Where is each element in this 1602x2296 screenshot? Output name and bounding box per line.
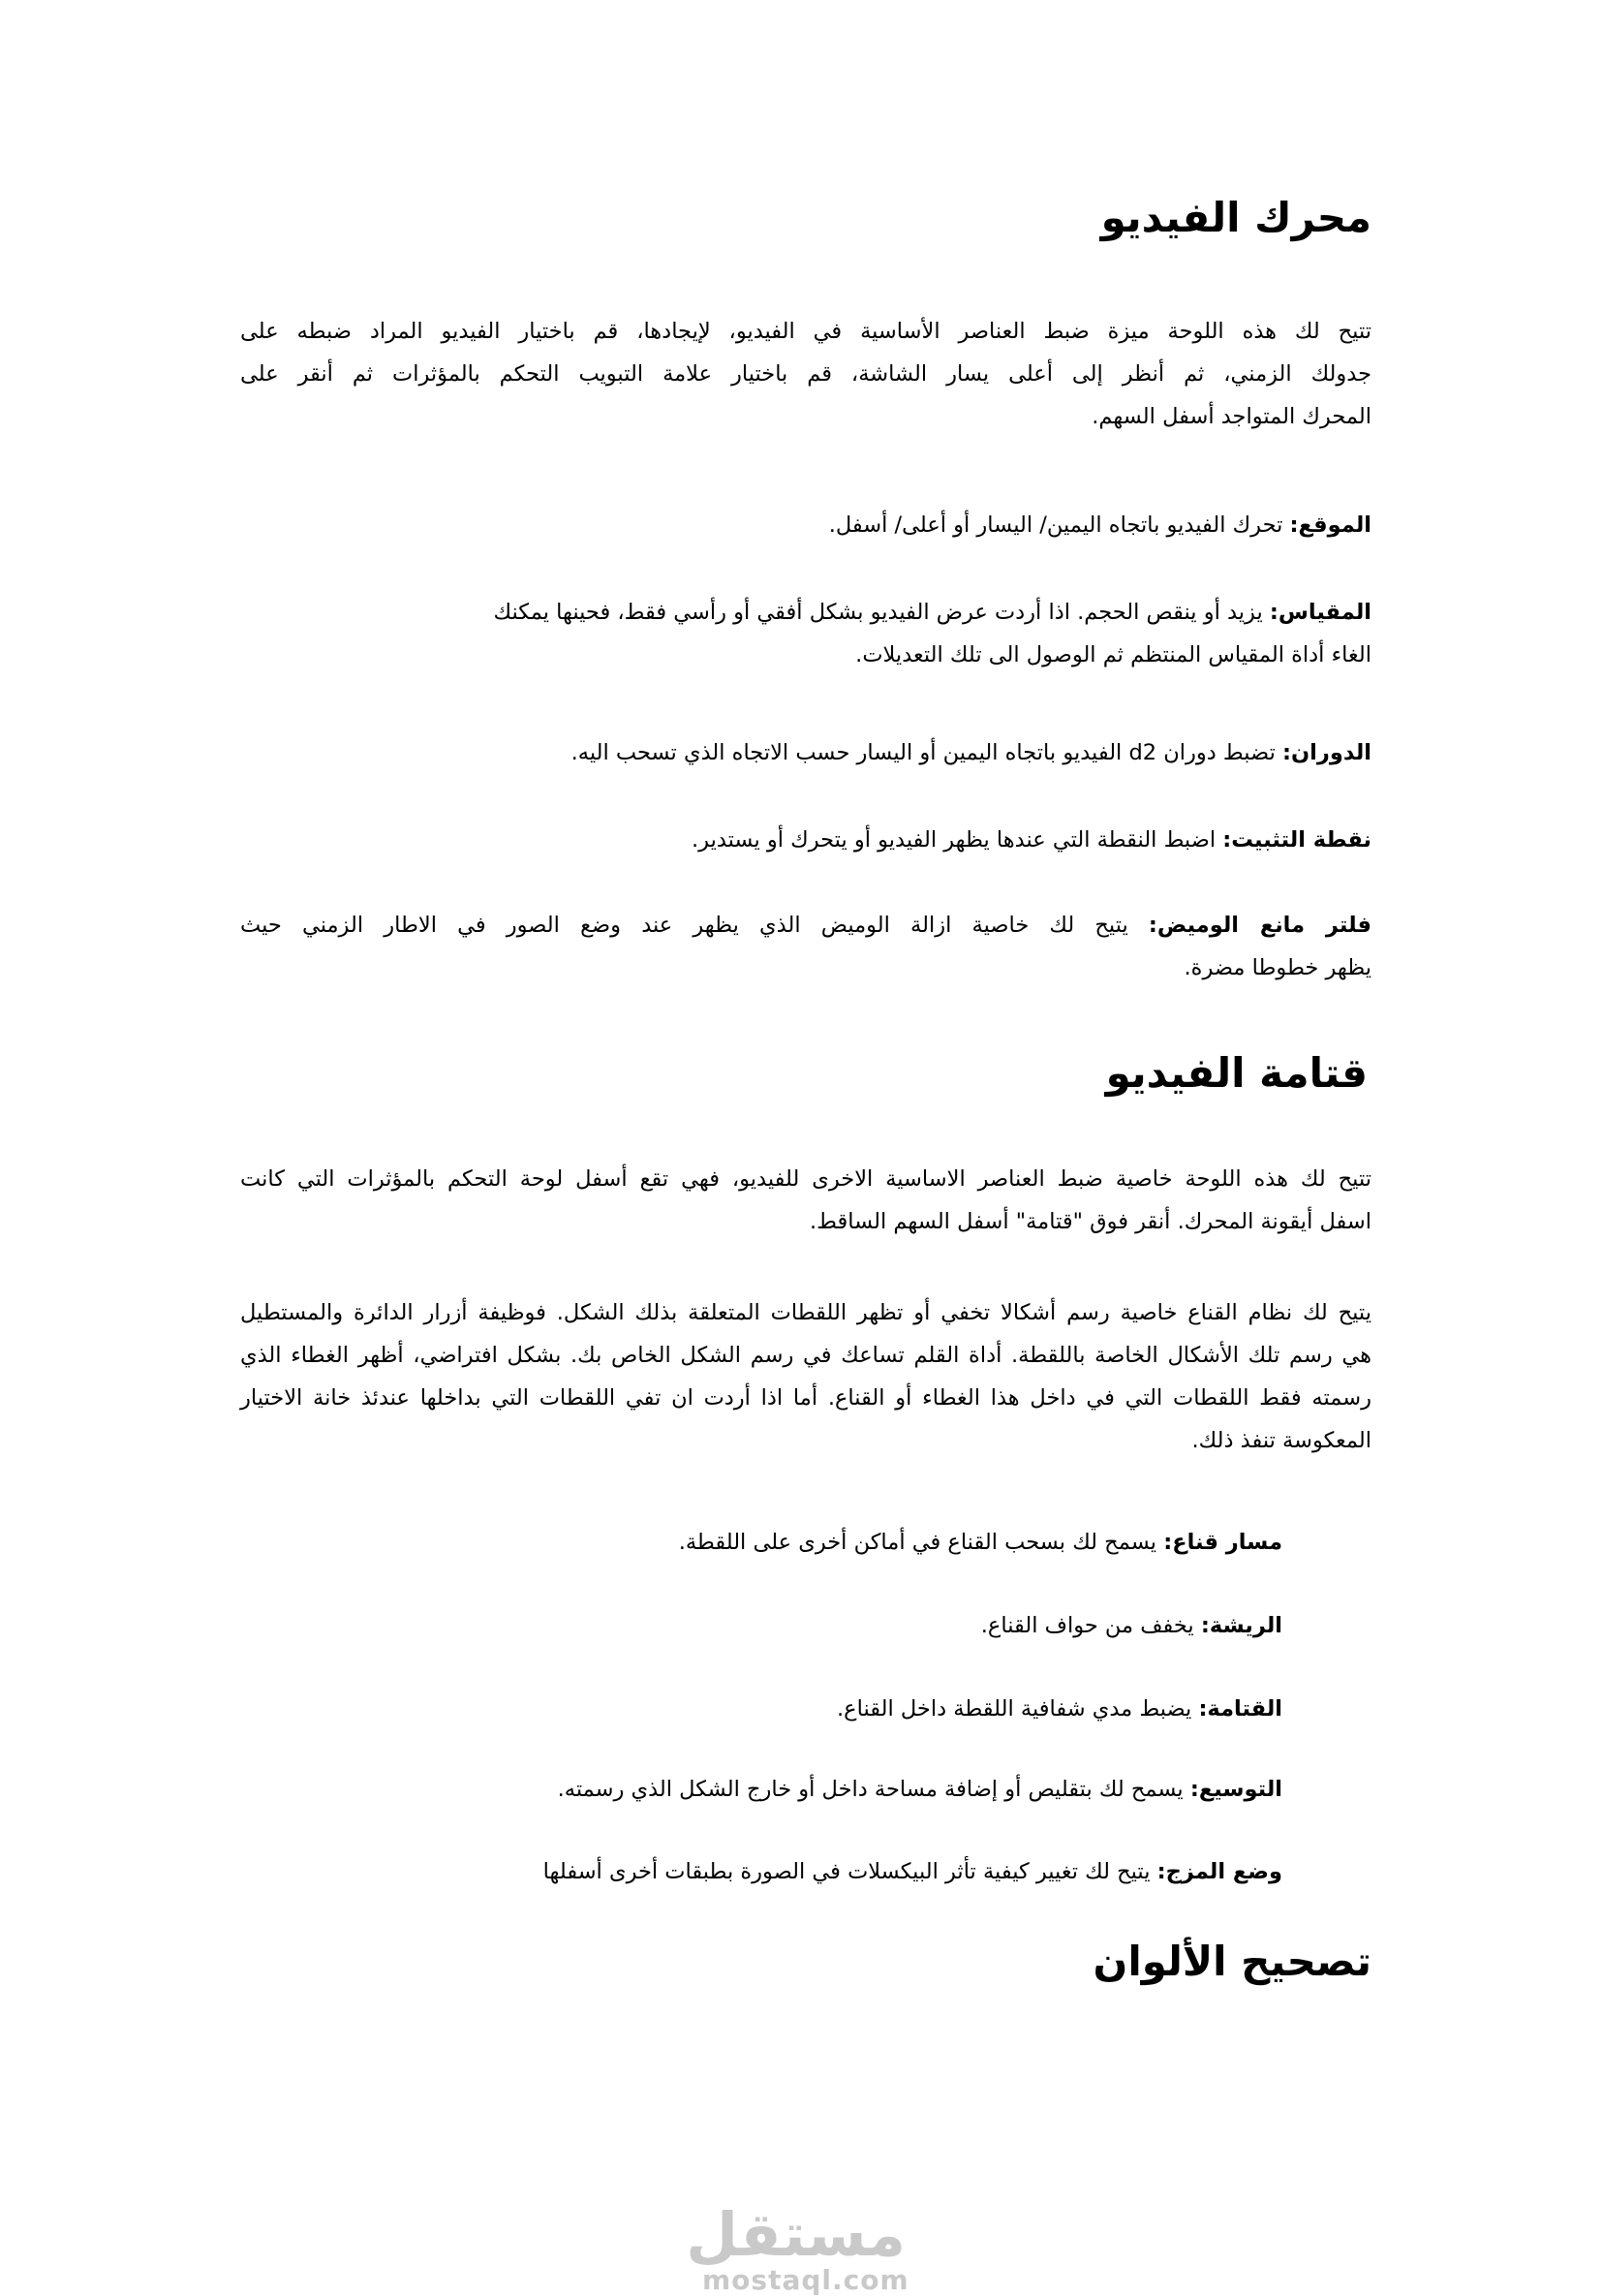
item-anti-flicker-filter bbox=[240, 904, 1371, 989]
section-title-video-opacity: قتامة الفيديو bbox=[1105, 1049, 1368, 1097]
item-term: نقطة التثبيت: bbox=[1222, 827, 1371, 853]
item-expansion bbox=[314, 1768, 1282, 1811]
item-text: يخفف من حواف القناع. bbox=[980, 1613, 1201, 1638]
item-term: الريشة: bbox=[1200, 1613, 1282, 1638]
item-rotation bbox=[240, 731, 1371, 774]
intro-line-1: تتيح لك هذه اللوحة ميزة ضبط العناصر الأساسية في الفيديو، لإيجادها، قم باختيار الفيديو المراد ضبطه على bbox=[240, 319, 1371, 344]
item-scale bbox=[240, 591, 1371, 676]
section-title-color-correction: تصحيح الألوان bbox=[1093, 1938, 1371, 1985]
mask-line-4: المعكوسة تنفذ ذلك. bbox=[1191, 1428, 1371, 1453]
item-term: القتامة: bbox=[1198, 1696, 1282, 1722]
item-term: الموقع: bbox=[1289, 512, 1371, 538]
section2-intro-paragraph bbox=[240, 1158, 1371, 1243]
item-text: يتيح لك تغيير كيفية تأثر البيكسلات في الصورة بطبقات أخرى أسفلها bbox=[542, 1859, 1157, 1884]
item-text: يتيح لك خاصية ازالة الوميض الذي يظهر عند وضع الصور في الاطار الزمني حيث bbox=[240, 913, 1149, 938]
watermark-latin-text: mostaql.com bbox=[702, 2264, 909, 2296]
mask-line-2: هي رسم تلك الأشكال الخاصة باللقطة. أداة القلم تساعك في رسم الشكل الخاص بك. بشكل افتراضي، أظهر الغطاء الذي bbox=[240, 1343, 1371, 1368]
item-term: المقياس: bbox=[1269, 600, 1371, 625]
item-text: يزيد أو ينقص الحجم. اذا أردت عرض الفيديو بشكل أفقي أو رأسي فقط، فحينها يمكنك bbox=[493, 600, 1270, 625]
item-position bbox=[240, 504, 1371, 546]
section-title-video-engine: محرك الفيديو bbox=[1100, 194, 1371, 241]
item-text: تحرك الفيديو باتجاه اليمين/ اليسار أو أعلى/ أسفل. bbox=[828, 512, 1290, 538]
intro-line-3: المحرك المتواجد أسفل السهم. bbox=[1092, 404, 1371, 429]
item-feather bbox=[314, 1604, 1282, 1647]
item-term: وضع المزج: bbox=[1156, 1859, 1282, 1884]
item-opacity bbox=[314, 1688, 1282, 1730]
mask-line-1: يتيح لك نظام القناع خاصية رسم أشكالا تخفي أو تظهر اللقطات المتعلقة بذلك الشكل. فوظيفة أزرار الدائرة والمستطيل bbox=[240, 1300, 1371, 1325]
item-anchor-point bbox=[240, 819, 1371, 861]
item-blend-mode bbox=[314, 1850, 1282, 1893]
item-text-continued: يظهر خطوطا مضرة. bbox=[1184, 955, 1371, 980]
item-text-continued: الغاء أداة المقياس المنتظم ثم الوصول الى تلك التعديلات. bbox=[855, 642, 1371, 667]
item-term: مسار قناع: bbox=[1163, 1530, 1282, 1555]
mask-paragraph bbox=[240, 1291, 1371, 1462]
item-term: التوسيع: bbox=[1189, 1777, 1282, 1802]
item-term: فلتر مانع الوميض: bbox=[1148, 913, 1371, 938]
mostaql-watermark bbox=[686, 2199, 909, 2296]
item-text: اضبط النقطة التي عندها يظهر الفيديو أو يتحرك أو يستدير. bbox=[692, 827, 1223, 853]
mask-line-3: رسمته فقط اللقطات التي في داخل هذا الغطاء أو القناع. أما اذا أردت ان تفي اللقطات التي بداخلها عندئذ خانة الاختيار bbox=[240, 1385, 1371, 1411]
item-mask-path bbox=[314, 1521, 1282, 1564]
item-text: يسمح لك بسحب القناع في أماكن أخرى على اللقطة. bbox=[678, 1530, 1164, 1555]
item-term: الدوران: bbox=[1281, 740, 1371, 765]
item-text: يسمح لك بتقليص أو إضافة مساحة داخل أو خارج الشكل الذي رسمته. bbox=[557, 1777, 1190, 1802]
item-text: تضبط دوران d2 الفيديو باتجاه اليمين أو اليسار حسب الاتجاه الذي تسحب اليه. bbox=[570, 740, 1282, 765]
intro-line-2: جدولك الزمني، ثم أنظر إلى أعلى يسار الشاشة، قم باختيار علامة التبويب التحكم بالمؤثرات ثم أنقر على bbox=[240, 361, 1371, 387]
section1-intro-paragraph bbox=[240, 310, 1371, 438]
watermark-arabic-text: مستقل bbox=[686, 2199, 906, 2270]
intro-line-2: اسفل أيقونة المحرك. أنقر فوق "قتامة" أسفل السهم الساقط. bbox=[809, 1209, 1371, 1234]
intro-line-1: تتيح لك هذه اللوحة خاصية ضبط العناصر الاساسية الاخرى للفيديو، فهي تقع أسفل لوحة التحكم بالمؤثرات التي كانت bbox=[240, 1166, 1371, 1192]
item-text: يضبط مدي شفافية اللقطة داخل القناع. bbox=[837, 1696, 1199, 1722]
